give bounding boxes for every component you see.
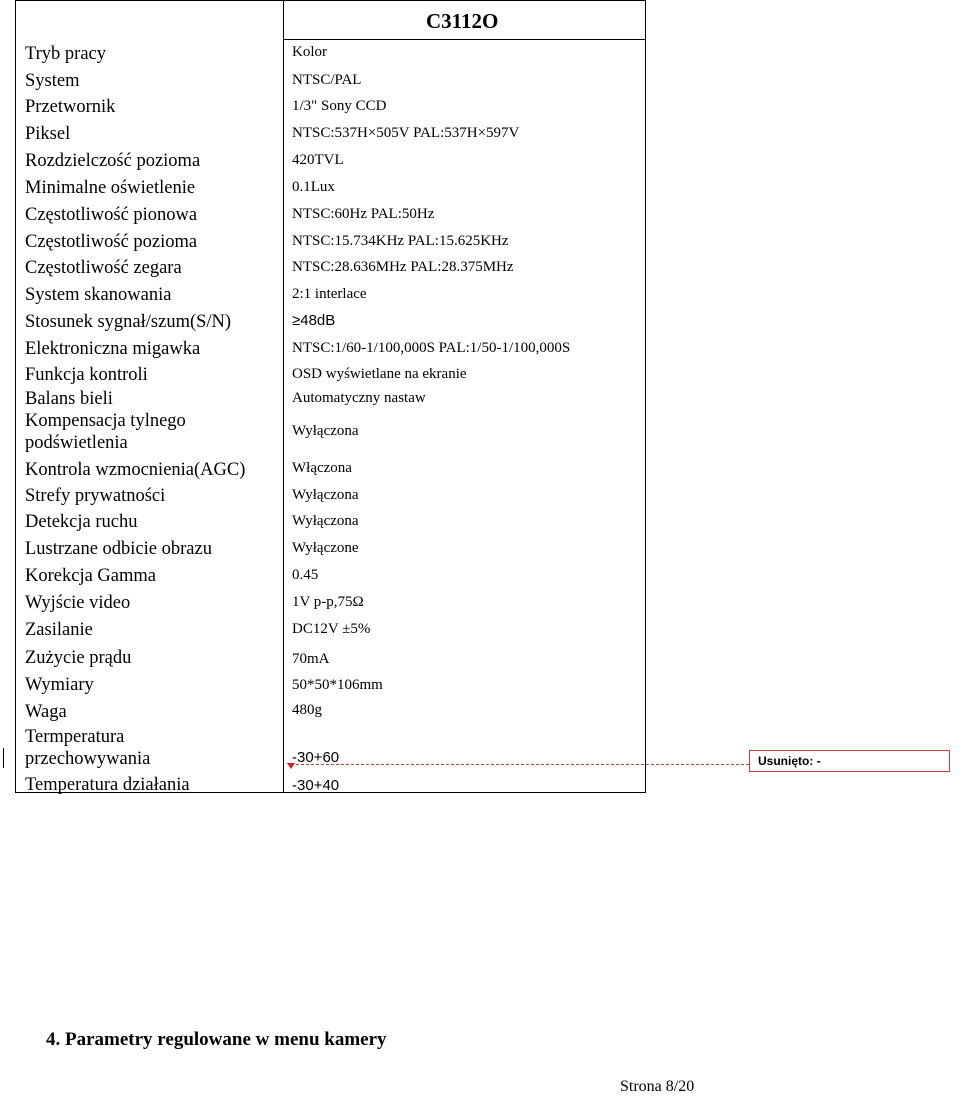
header-divider	[283, 39, 645, 40]
spec-value: 50*50*106mm	[292, 677, 383, 693]
spec-label: Rozdzielczość pozioma	[25, 151, 201, 171]
spec-label: Wyjście video	[25, 593, 131, 613]
spec-label: Kontrola wzmocnienia(AGC)	[25, 460, 246, 480]
change-bar	[3, 748, 4, 768]
spec-value: NTSC/PAL	[292, 72, 362, 88]
spec-value: DC12V ±5%	[292, 621, 371, 637]
spec-value: NTSC:60Hz PAL:50Hz	[292, 206, 435, 222]
spec-label: Częstotliwość pozioma	[25, 232, 198, 252]
spec-value: 2:1 interlace	[292, 286, 367, 302]
spec-value: NTSC:28.636MHz PAL:28.375MHz	[292, 259, 514, 275]
spec-value: 420TVL	[292, 152, 344, 168]
spec-label: System	[25, 71, 80, 91]
spec-label: Zużycie prądu	[25, 648, 132, 668]
spec-label: Tryb pracy	[25, 44, 107, 64]
comment-leader-line	[291, 764, 749, 765]
spec-value: 0.45	[292, 567, 319, 583]
spec-label: Detekcja ruchu	[25, 512, 138, 532]
spec-label: Częstotliwość zegara	[25, 258, 182, 278]
spec-value: 1V p-p,75Ω	[292, 594, 364, 610]
spec-label: Korekcja Gamma	[25, 566, 156, 586]
spec-label-continued: przechowywania	[25, 749, 151, 769]
spec-value: -30+60	[292, 749, 340, 766]
spec-value: Automatyczny nastaw	[292, 390, 426, 406]
spec-value: Kolor	[292, 44, 327, 60]
spec-value: Wyłączona	[292, 423, 359, 439]
spec-value: Włączona	[292, 460, 352, 476]
spec-label: Minimalne oświetlenie	[25, 178, 196, 198]
section-heading: 4. Parametry regulowane w menu kamery	[46, 1029, 387, 1050]
spec-label: Stosunek sygnał/szum(S/N)	[25, 312, 232, 332]
spec-label: Temperatura działania	[25, 775, 190, 795]
spec-value: NTSC:537H×505V PAL:537H×597V	[292, 125, 520, 141]
spec-value: 1/3" Sony CCD	[292, 98, 387, 114]
spec-label: Wymiary	[25, 675, 94, 695]
spec-label: Przetwornik	[25, 97, 116, 117]
spec-label: Waga	[25, 702, 67, 722]
spec-label: Piksel	[25, 124, 71, 144]
spec-value: 480g	[292, 702, 322, 718]
spec-label: Kompensacja tylnego	[25, 411, 186, 431]
spec-label: Częstotliwość pionowa	[25, 205, 198, 225]
column-divider	[283, 1, 284, 792]
spec-table	[15, 0, 646, 793]
spec-label: Zasilanie	[25, 620, 93, 640]
spec-label: Termperatura	[25, 727, 125, 747]
spec-value: Wyłączona	[292, 487, 359, 503]
spec-value: NTSC:15.734KHz PAL:15.625KHz	[292, 233, 509, 249]
spec-label: Lustrzane odbicie obrazu	[25, 539, 212, 559]
spec-label: System skanowania	[25, 285, 172, 305]
spec-label: Funkcja kontroli	[25, 365, 148, 385]
spec-value: -30+40	[292, 777, 340, 794]
revision-comment-balloon[interactable]: Usunięto: -	[749, 750, 950, 772]
spec-label-continued: podświetlenia	[25, 433, 128, 453]
spec-label: Elektroniczna migawka	[25, 339, 201, 359]
spec-value: Wyłączona	[292, 513, 359, 529]
spec-value: 0.1Lux	[292, 179, 335, 195]
spec-value: Wyłączone	[292, 540, 359, 556]
spec-value: 70mA	[292, 651, 330, 667]
spec-value: NTSC:1/60-1/100,000S PAL:1/50-1/100,000S	[292, 340, 571, 356]
spec-value: OSD wyświetlane na ekranie	[292, 366, 467, 382]
spec-label: Balans bieli	[25, 389, 113, 409]
page-number: Strona 8/20	[620, 1078, 695, 1095]
model-name: C3112O	[426, 9, 499, 33]
spec-value: ≥48dB	[292, 312, 336, 329]
spec-label: Strefy prywatności	[25, 486, 166, 506]
